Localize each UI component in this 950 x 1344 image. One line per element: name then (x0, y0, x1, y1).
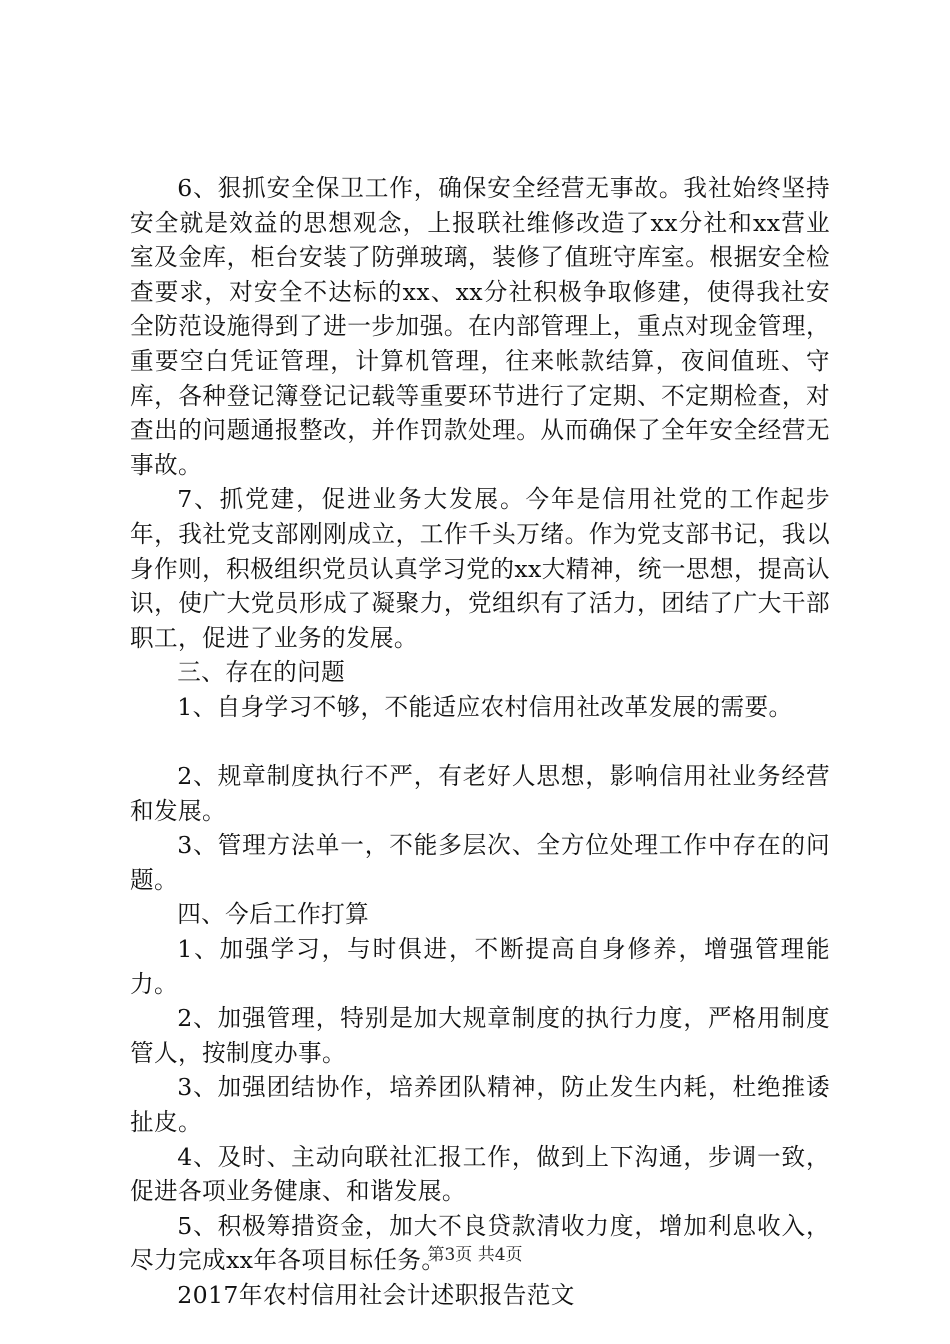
paragraph-plan-4: 4、及时、主动向联社汇报工作，做到上下沟通，步调一致，促进各项业务健康、和谐发展。 (130, 1142, 830, 1206)
paragraph-problem-1: 1、自身学习不够，不能适应农村信用社改革发展的需要。 (177, 692, 793, 721)
paragraph-plan-5: 5、积极筹措资金，加大不良贷款清收力度，增加利息收入，尽力完成xx年各项目标任务。 (130, 1211, 830, 1275)
paragraph-safety-work: 6、狠抓安全保卫工作，确保安全经营无事故。我社始终坚持安全就是效益的思想观念，上报联社维修改造了xx分社和xx营业室及金库，柜台安装了防弹玻璃，装修了值班守库室。根据安全检查要求，对安全不达标的xx、xx分社积极争取修建，使得我社安全防范设施得到了进一步加强。在内部管理上，重点对现金管理，重要空白凭证管理，计算机管理，往来帐款结算，夜间值班、守库，各种登记簿登记记载等重要环节进行了定期、不定期检查，对查出的问题通报整改，并作罚款处理。从而确保了全年安全经营无事故。 (130, 174, 830, 479)
paragraph-plan-1: 1、加强学习，与时俱进，不断提高自身修养，增强管理能力。 (130, 935, 830, 998)
page-footer (0, 1244, 950, 1266)
document-body (130, 171, 830, 1313)
paragraph-party-building: 7、抓党建，促进业务大发展。今年是信用社党的工作起步年，我社党支部刚刚成立，工作千头万绪。作为党支部书记，我以身作则，积极组织党员认真学习党的xx大精神，统一思想，提高认识，使广大党员形成了凝聚力，党组织有了活力，团结了广大干部职工，促进了业务的发展。 (130, 485, 830, 652)
next-document-title: 2017年农村信用社会计述职报告范文 (177, 1281, 575, 1309)
section-heading-future-plans: 四、今后工作打算 (177, 900, 370, 929)
paragraph-plan-3: 3、加强团结协作，培养团队精神，防止发生内耗，杜绝推诿扯皮。 (130, 1073, 830, 1137)
paragraph-problem-2: 2、规章制度执行不严，有老好人思想，影响信用社业务经营和发展。 (130, 762, 830, 825)
paragraph-plan-2: 2、加强管理，特别是加大规章制度的执行力度，严格用制度管人，按制度办事。 (130, 1004, 830, 1067)
section-heading-problems: 三、存在的问题 (177, 658, 346, 687)
paragraph-problem-3: 3、管理方法单一，不能多层次、全方位处理工作中存在的问题。 (130, 831, 830, 894)
page-number-label: 第3页 共4页 (427, 1245, 523, 1265)
